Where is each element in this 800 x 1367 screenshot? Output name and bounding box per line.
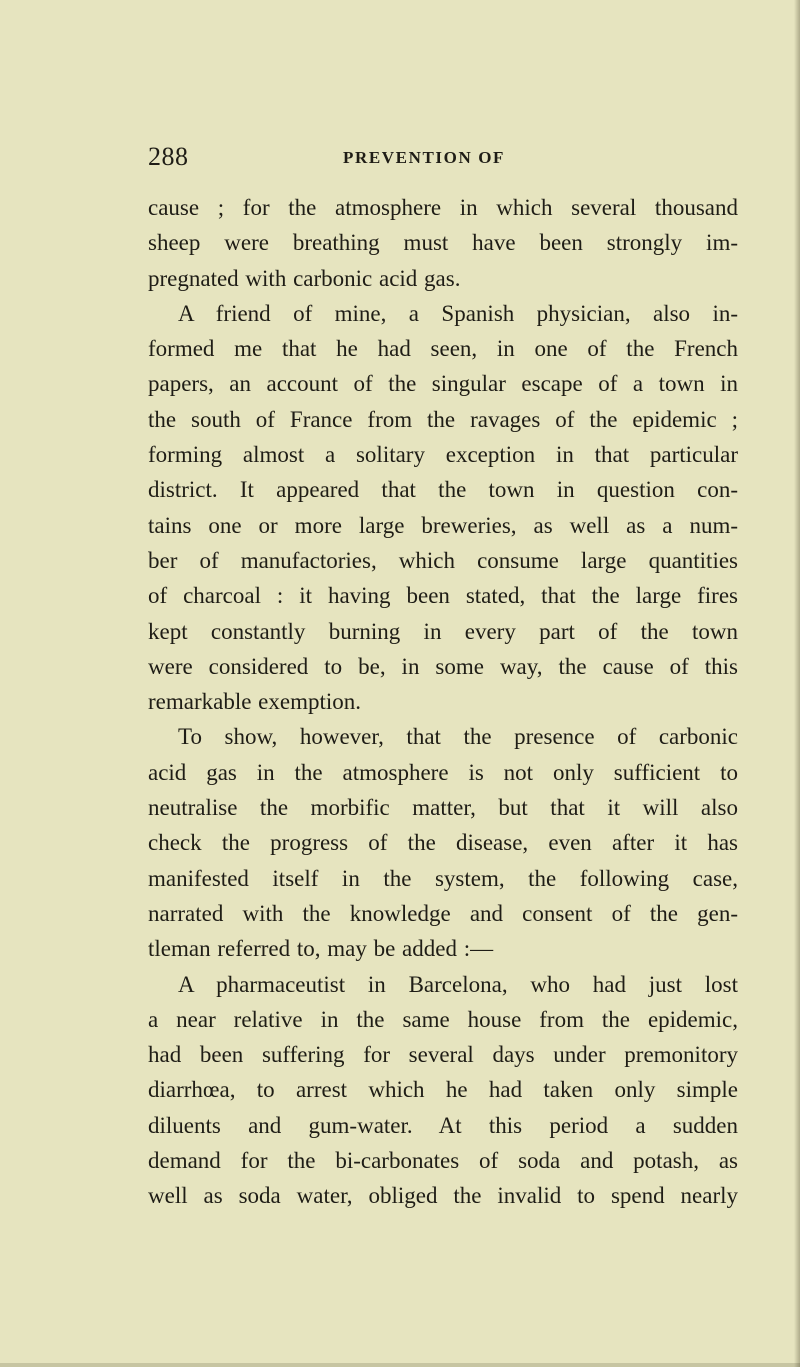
text-line: neutralise the morbific matter, but that it will also — [148, 795, 738, 821]
text-line: forming almost a solitary exception in that particular — [148, 442, 738, 468]
text-line: To show, however, that the presence of carbonic — [178, 724, 738, 750]
text-line: were considered to be, in some way, the cause of this — [148, 653, 738, 679]
text-line: kept constantly burning in every part of the town — [148, 618, 738, 644]
running-title: PREVENTION OF — [343, 148, 506, 167]
text-line: the south of France from the ravages of the epidemic ; — [148, 406, 738, 432]
text-line: A friend of mine, a Spanish physician, also in- — [178, 300, 738, 326]
page-bottom-edge — [0, 1363, 800, 1367]
text-line: demand for the bi-carbonates of soda and potash, as — [148, 1148, 738, 1174]
text-line: ber of manufactories, which consume large quantities — [148, 547, 738, 573]
text-line: pregnated with carbonic acid gas. — [148, 265, 461, 291]
page-edge-shadow — [794, 0, 800, 1367]
text-line: sheep were breathing must have been strongly im- — [148, 230, 738, 256]
text-line: had been suffering for several days under premonitory — [148, 1042, 738, 1068]
page-number: 288 — [148, 142, 189, 171]
text-line: narrated with the knowledge and consent of the gen- — [148, 900, 738, 926]
text-line: tains one or more large breweries, as well as a num- — [148, 512, 738, 538]
body-text — [148, 190, 738, 1214]
text-line: acid gas in the atmosphere is not only sufficient to — [148, 759, 738, 785]
text-line: cause ; for the atmosphere in which several thousand — [148, 195, 738, 220]
text-line: papers, an account of the singular escape of a town in — [148, 371, 738, 397]
text-line: manifested itself in the system, the following case, — [148, 865, 738, 891]
text-line: check the progress of the disease, even after it has — [148, 830, 738, 856]
text-line: a near relative in the same house from the epidemic, — [148, 1006, 738, 1032]
text-line: diluents and gum-water. At this period a sudden — [148, 1112, 738, 1138]
running-head — [148, 142, 738, 174]
text-line: well as soda water, obliged the invalid to spend nearly — [148, 1183, 738, 1209]
text-line: tleman referred to, may be added :— — [148, 936, 494, 962]
text-line: formed me that he had seen, in one of the French — [148, 336, 738, 362]
text-line: district. It appeared that the town in question con- — [148, 477, 738, 503]
text-line: A pharmaceutist in Barcelona, who had just lost — [178, 971, 738, 997]
text-line: diarrhœa, to arrest which he had taken only simple — [148, 1077, 738, 1103]
text-line: remarkable exemption. — [148, 689, 362, 715]
text-line: of charcoal : it having been stated, that the large fires — [148, 583, 738, 609]
